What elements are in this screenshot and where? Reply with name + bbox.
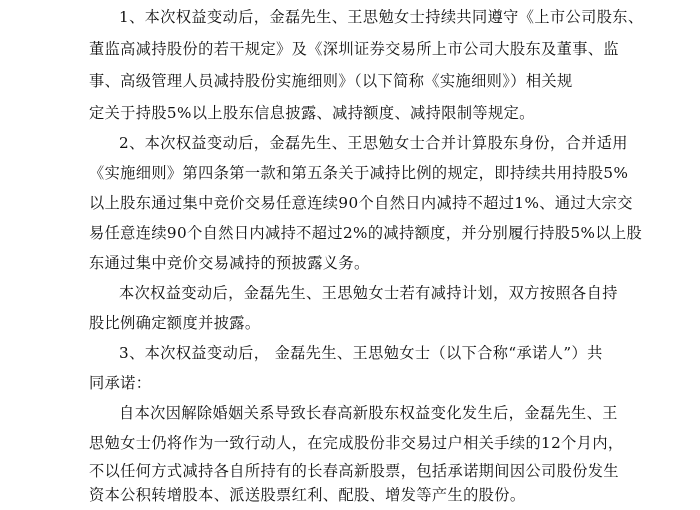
paragraph-1-line-4: 定关于持股5%以上股东信息披露、减持额度、减持限制等规定。 [89,104,535,122]
paragraph-1-line-2: 董监高减持股份的若干规定》及《深圳证券交易所上市公司大股东及董事、监 [89,40,619,58]
paragraph-1-line-1: 1、本次权益变动后，金磊先生、王思勉女士持续共同遵守《上市公司股东、 [119,8,644,26]
paragraph-2-line-1: 2、本次权益变动后，金磊先生、王思勉女士合并计算股东身份，合并适用 [119,134,628,152]
paragraph-3-line-2: 股比例确定额度并披露。 [89,314,261,332]
paragraph-2-line-5: 东通过集中竞价交易减持的预披露义务。 [89,254,370,272]
paragraph-4-line-2: 同承诺： [89,374,152,392]
paragraph-4-line-1: 3、本次权益变动后， 金磊先生、王思勉女士（以下合称“承诺人”）共 [119,344,603,362]
paragraph-2-line-2: 《实施细则》第四条第一款和第五条关于减持比例的规定，即持续共用持股5% [89,164,629,182]
paragraph-5-line-2: 思勉女士仍将作为一致行动人，在完成股份非交易过户相关手续的12个月内， [89,434,624,452]
paragraph-5-line-3: 不以任何方式减持各自所持有的长春高新股票，包括承诺期间因公司股份发生 [89,462,619,480]
paragraph-1-line-3: 事、高级管理人员减持股份实施细则》（以下简称《实施细则》）相关规 [89,72,573,90]
paragraph-2-line-3: 以上股东通过集中竞价交易任意连续90个自然日内减持不超过1%、通过大宗交 [89,194,633,212]
paragraph-5-line-4: 资本公积转增股本、派送股票红利、配股、增发等产生的股份。 [89,486,526,504]
paragraph-5-line-1: 自本次因解除婚姻关系导致长春高新股东权益变化发生后，金磊先生、王 [119,404,618,422]
paragraph-2-line-4: 易任意连续90个自然日内减持不超过2%的减持额度，并分别履行持股5%以上股 [89,224,643,242]
paragraph-3-line-1: 本次权益变动后，金磊先生、王思勉女士若有减持计划，双方按照各自持 [119,284,618,302]
